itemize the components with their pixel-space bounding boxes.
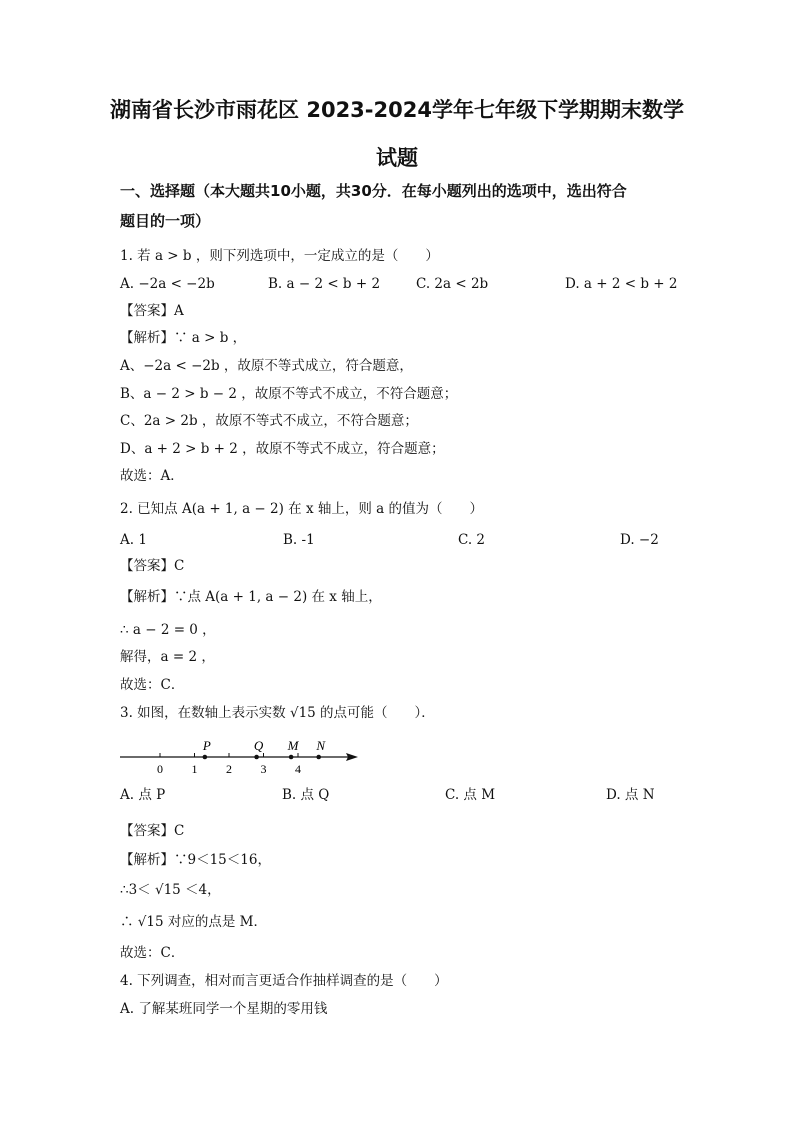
q3-option-c: C. 点 M: [445, 787, 496, 803]
q3-analysis-2: ∴3＜ √15 ＜4，: [120, 882, 221, 898]
q3-option-a: A. 点 P: [120, 787, 166, 803]
point-label-p: P: [202, 738, 211, 753]
q1-option-c: C. 2a < 2b: [416, 276, 489, 292]
section-heading-line1: 一、选择题（本大题共10小题，共30分．在每小题列出的选项中，选出符合: [120, 182, 627, 200]
q2-analysis-1: 【解析】∵点 A(a + 1, a − 2) 在 x 轴上，: [120, 589, 382, 605]
point-p: [203, 755, 208, 760]
q1-analysis-1: 【解析】∵ a > b ，: [120, 330, 247, 346]
tick-label-4: 4: [295, 762, 301, 775]
document-title-line1: 湖南省长沙市雨花区 2023-2024学年七年级下学期期末数学: [110, 98, 684, 122]
tick-label-0: 0: [157, 762, 163, 775]
point-m: [289, 755, 294, 760]
q3-analysis-1: 【解析】∵9＜15＜16，: [120, 852, 271, 868]
q2-option-a: A. 1: [120, 532, 147, 548]
q3-option-b: B. 点 Q: [282, 787, 330, 803]
q1-analysis-5: D、a + 2 > b + 2 ，故原不等式不成立，符合题意；: [120, 441, 445, 457]
point-q: [254, 755, 259, 760]
q3-analysis-4: 故选：C．: [120, 945, 185, 961]
q1-analysis-2: A、−2a < −2b ，故原不等式成立，符合题意，: [120, 358, 413, 374]
tick-label-1: 1: [191, 762, 198, 775]
tick-label-2: 2: [226, 762, 232, 775]
q1-stem: 1. 若 a > b ，则下列选项中，一定成立的是（ ）: [120, 248, 439, 264]
tick-label-3: 3: [260, 762, 267, 775]
q2-option-c: C. 2: [458, 532, 486, 548]
document-title-line2: 试题: [376, 146, 418, 170]
q1-analysis-6: 故选：A．: [120, 468, 184, 484]
q2-option-b: B. -1: [283, 532, 315, 548]
point-label-m: M: [287, 738, 299, 753]
q3-stem: 3. 如图，在数轴上表示实数 √15 的点可能（ ）．: [120, 705, 435, 721]
q2-analysis-3: 解得，a = 2 ，: [120, 649, 215, 665]
q4-stem: 4. 下列调查，相对而言更适合作抽样调查的是（ ）: [120, 973, 448, 989]
q1-option-d: D. a + 2 < b + 2: [565, 276, 678, 292]
q2-answer: 【答案】C: [120, 558, 185, 574]
q2-stem: 2. 已知点 A(a + 1, a − 2) 在 x 轴上，则 a 的值为（ ）: [120, 501, 484, 517]
q4-option-a: A. 了解某班同学一个星期的零用钱: [120, 1001, 328, 1017]
q1-option-a: A. −2a < −2b: [120, 276, 215, 292]
q1-option-b: B. a − 2 < b + 2: [268, 276, 381, 292]
section-heading-line2: 题目的一项）: [120, 212, 211, 230]
q3-analysis-3: ∴ √15 对应的点是 M．: [120, 914, 267, 930]
number-line-figure: [118, 735, 378, 775]
point-n: [316, 755, 321, 760]
q3-option-d: D. 点 N: [606, 787, 655, 803]
point-label-n: N: [316, 738, 326, 753]
q1-answer: 【答案】A: [120, 303, 184, 319]
point-label-q: Q: [253, 738, 264, 753]
q1-analysis-4: C、2a > 2b ，故原不等式不成立，不符合题意；: [120, 413, 418, 429]
q2-analysis-2: ∴ a − 2 = 0 ，: [120, 622, 216, 638]
q2-option-d: D. −2: [620, 532, 659, 548]
q3-answer: 【答案】C: [120, 823, 185, 839]
q1-analysis-3: B、a − 2 > b − 2 ，故原不等式不成立，不符合题意；: [120, 386, 458, 402]
q2-analysis-4: 故选：C．: [120, 677, 185, 693]
